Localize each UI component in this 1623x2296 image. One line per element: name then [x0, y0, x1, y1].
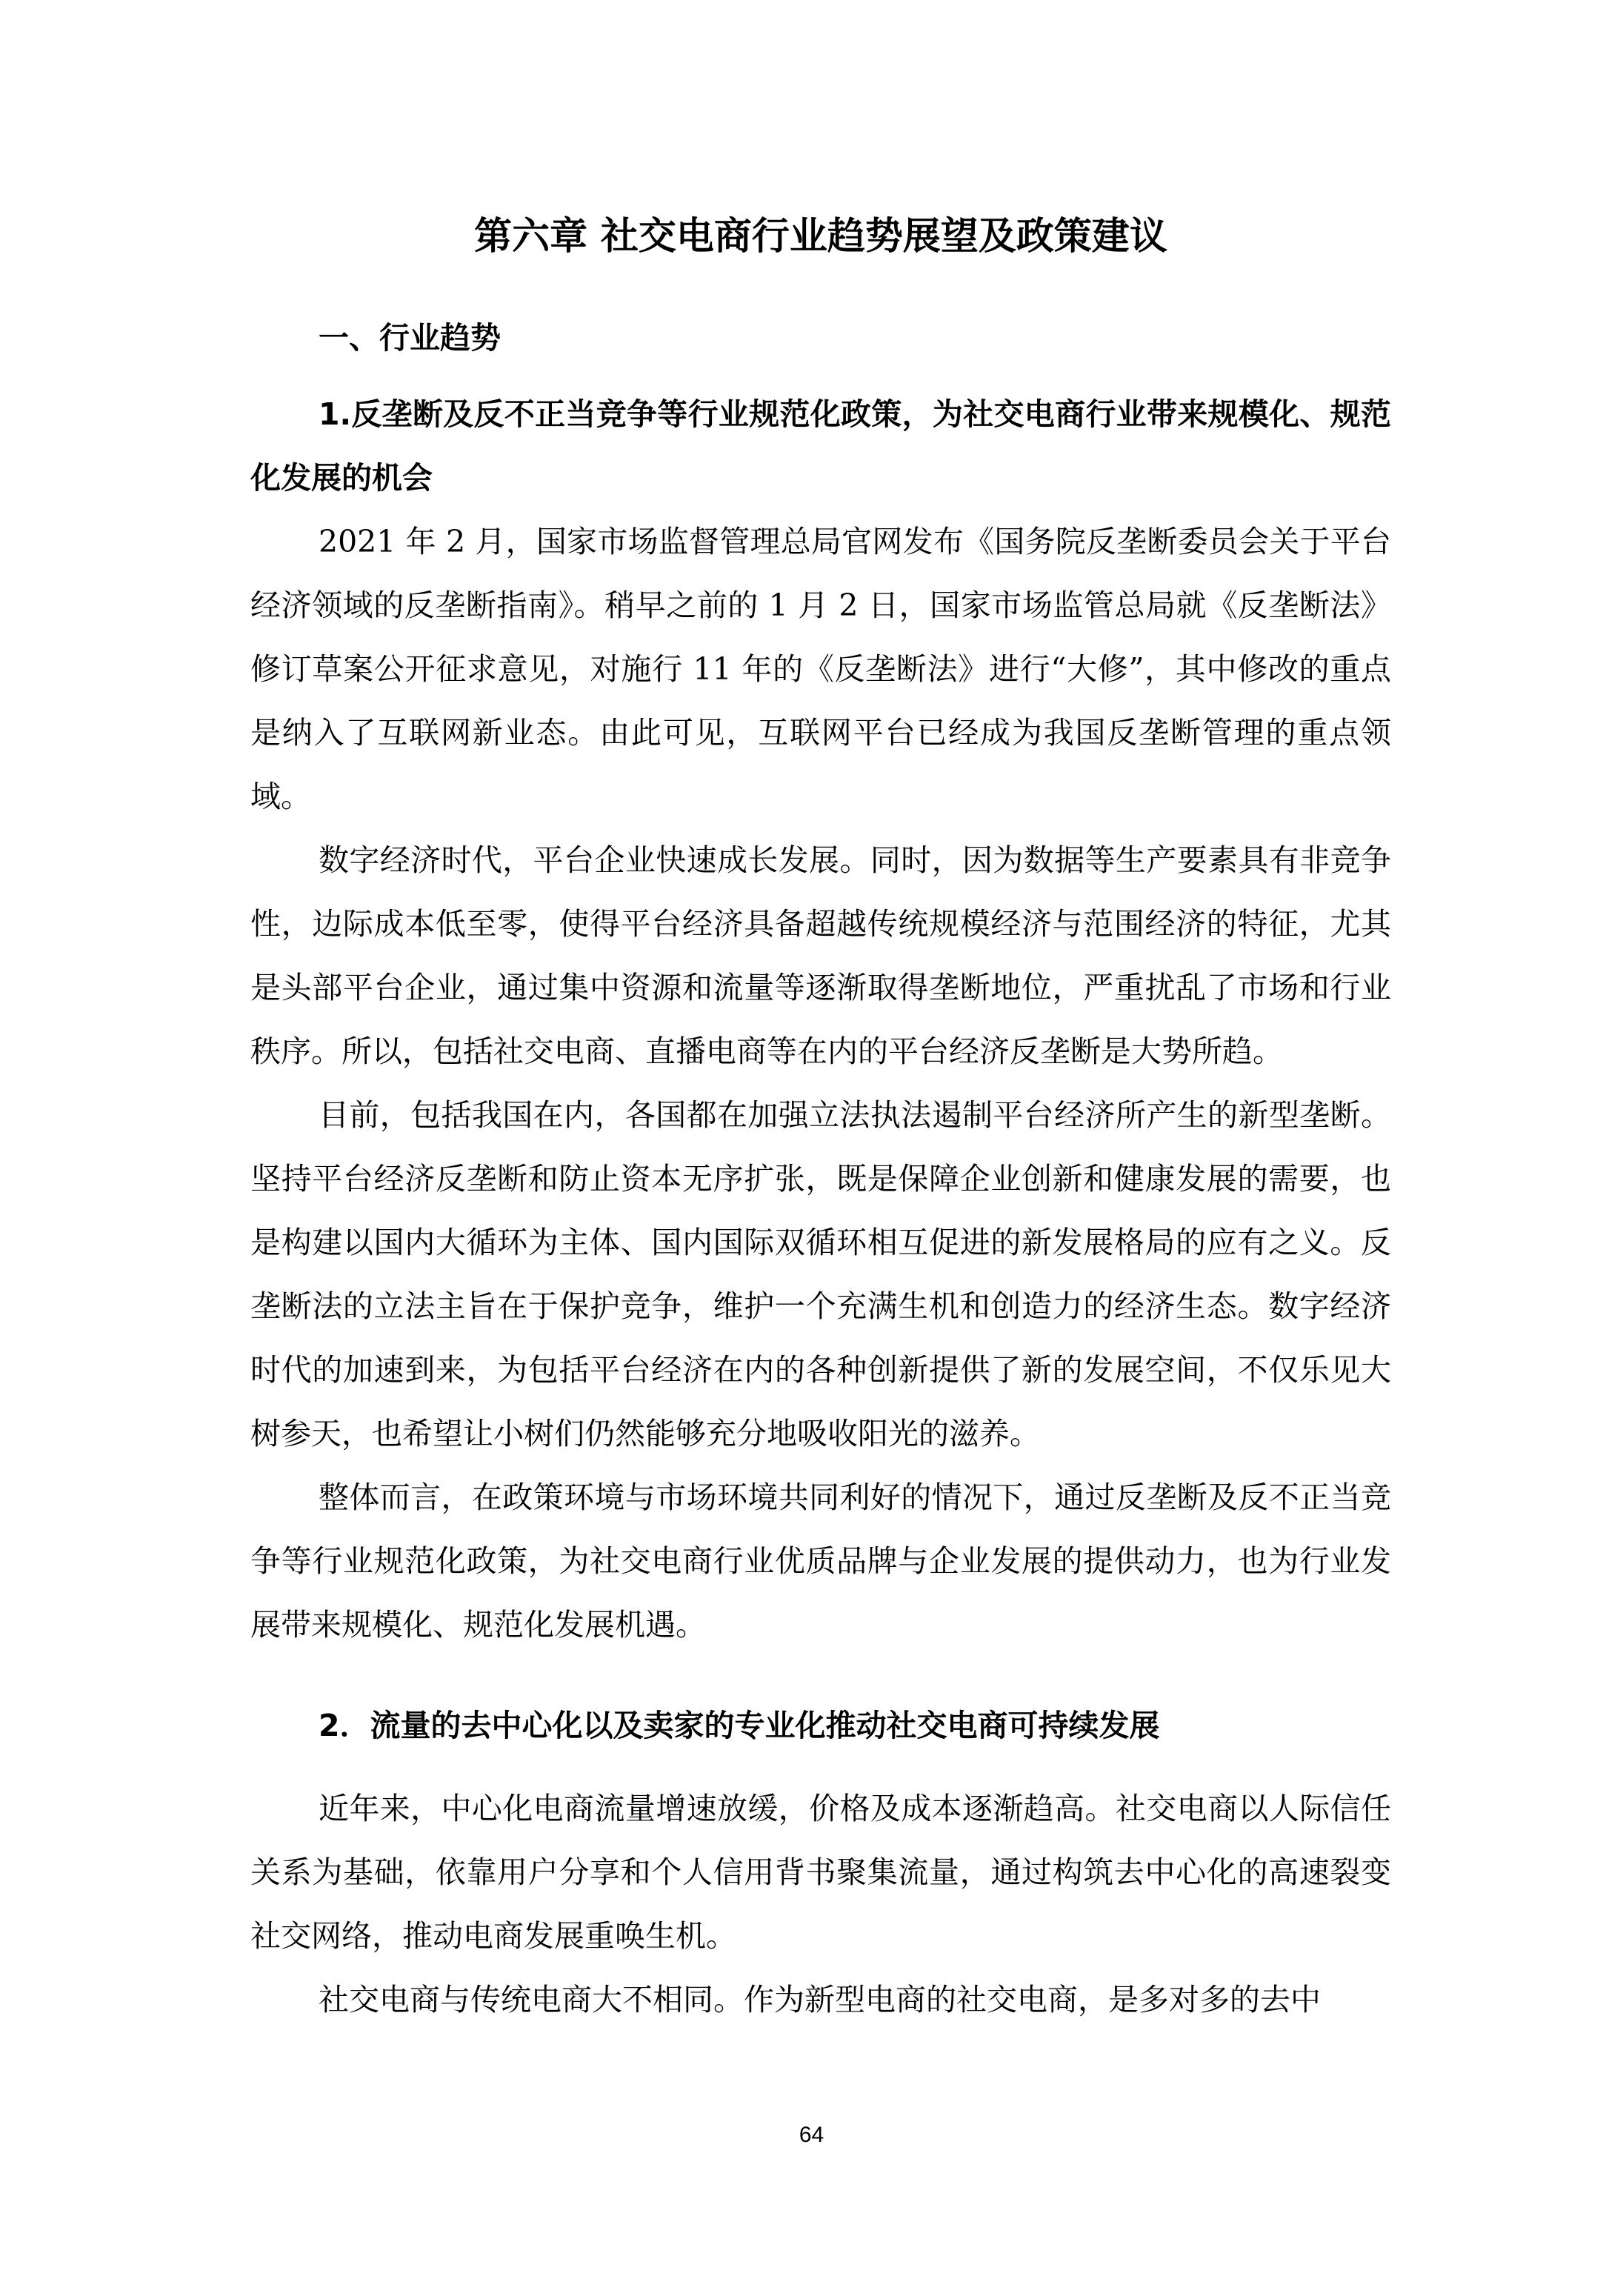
- page-number: 64: [799, 2123, 824, 2147]
- chapter-title: 第六章 社交电商行业趋势展望及政策建议: [474, 215, 1167, 259]
- body-paragraph: 目前，包括我国在内，各国都在加强立法执法遏制平台经济所产生的新型垄断。坚持平台经济反垄断和防止资本无序扩张，既是保障企业创新和健康发展的需要，也是构建以国内大循环为主体、国内国际双循环相互促进的新发展格局的应有之义。反垄断法的立法主旨在于保护竞争，维护一个充满生机和创造力的经济生态。数字经济时代的加速到来，为包括平台经济在内的各种创新提供了新的发展空间，不仅乐见大树参天，也希望让小树们仍然能够充分地吸收阳光的滋养。: [250, 1097, 1391, 1451]
- page-content: [250, 200, 1391, 2032]
- body-paragraph: 整体而言，在政策环境与市场环境共同利好的情况下，通过反垄断及反不正当竞争等行业规范化政策，为社交电商行业优质品牌与企业发展的提供动力，也为行业发展带来规模化、规范化发展机遇。: [250, 1480, 1391, 1643]
- body-paragraph: 2021 年 2 月，国家市场监督管理总局官网发布《国务院反垄断委员会关于平台经济领域的反垄断指南》。稍早之前的 1 月 2 日，国家市场监管总局就《反垄断法》修订草案公开征求意见，对施行 11 年的《反垄断法》进行“大修”，其中修改的重点是纳入了互联网新业态。由此可见，互联网平台已经成为我国反垄断管理的重点领域。: [250, 524, 1391, 814]
- section-heading-industry-trends: 一、行业趋势: [319, 320, 501, 356]
- subsection-heading-decentralized-traffic: 2．流量的去中心化以及卖家的专业化推动社交电商可持续发展: [319, 1708, 1160, 1743]
- subsection-heading-antitrust: 1.反垄断及反不正当竞争等行业规范化政策，为社交电商行业带来规模化、规范化发展的机会: [250, 396, 1391, 496]
- body-paragraph: 数字经济时代，平台企业快速成长发展。同时，因为数据等生产要素具有非竞争性，边际成本低至零，使得平台经济具备超越传统规模经济与范围经济的特征，尤其是头部平台企业，通过集中资源和流量等逐渐取得垄断地位，严重扰乱了市场和行业秩序。所以，包括社交电商、直播电商等在内的平台经济反垄断是大势所趋。: [250, 842, 1391, 1069]
- body-paragraph: 社交电商与传统电商大不相同。作为新型电商的社交电商，是多对多的去中: [319, 1982, 1321, 2017]
- body-paragraph: 近年来，中心化电商流量增速放缓，价格及成本逐渐趋高。社交电商以人际信任关系为基础，依靠用户分享和个人信用背书聚集流量，通过构筑去中心化的高速裂变社交网络，推动电商发展重唤生机。: [250, 1791, 1391, 1954]
